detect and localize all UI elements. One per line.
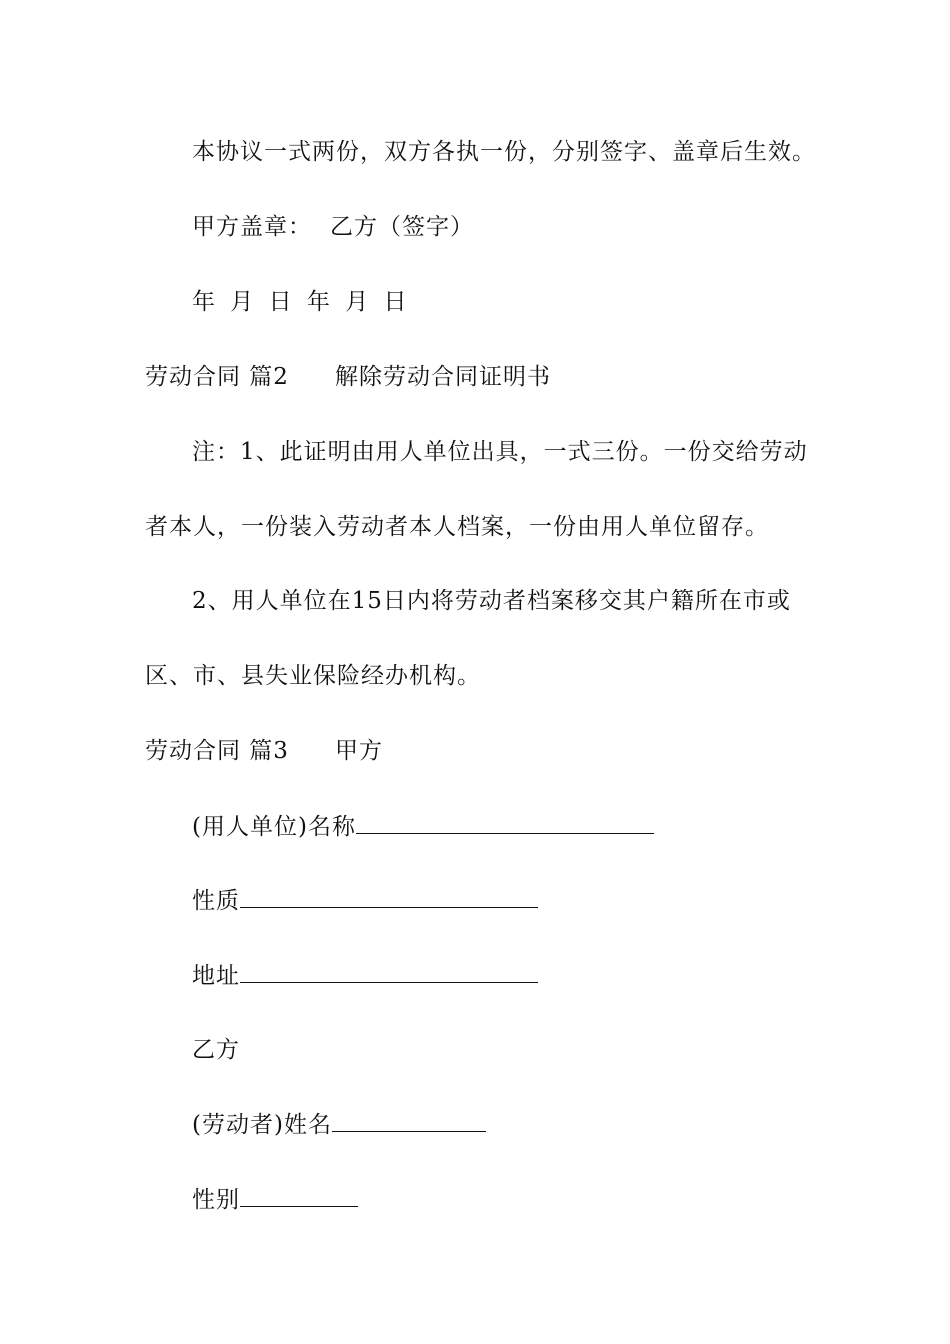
section-heading-3 <box>145 736 383 766</box>
address-blank[interactable] <box>240 960 538 983</box>
note-1-line-1: 注：1、此证明由用人单位出具，一式三份。一份交给劳动 <box>192 439 808 465</box>
section-subtitle-2: 解除劳动合同证明书 <box>334 364 551 390</box>
note-2-line-1: 2、用人单位在15日内将劳动者档案移交其户籍所在市或 <box>192 588 791 614</box>
note-1-line-2: 者本人，一份装入劳动者本人档案，一份由用人单位留存。 <box>145 514 769 540</box>
gender-blank[interactable] <box>240 1184 358 1207</box>
worker-name-blank[interactable] <box>332 1109 486 1132</box>
nature-label: 性质 <box>192 888 240 914</box>
section-title-2: 劳动合同 篇2 <box>145 364 289 390</box>
worker-name-field <box>192 1109 486 1140</box>
worker-name-label: (劳动者)姓名 <box>192 1112 332 1138</box>
gender-label: 性别 <box>192 1187 240 1213</box>
party-b-sign-label: 乙方（签字） <box>330 214 474 240</box>
employer-name-field <box>192 811 654 842</box>
address-field <box>192 960 538 991</box>
note-2-line-2: 区、市、县失业保险经办机构。 <box>145 663 481 689</box>
party-a-seal-label: 甲方盖章： <box>192 214 312 240</box>
party-b-heading: 乙方 <box>192 1037 240 1063</box>
signature-line <box>192 212 474 242</box>
date-line: 年 月 日 年 月 日 <box>192 289 408 315</box>
section-title-3: 劳动合同 篇3 <box>145 738 289 764</box>
gender-field <box>192 1184 358 1215</box>
agreement-copies-clause: 本协议一式两份，双方各执一份，分别签字、盖章后生效。 <box>192 139 816 165</box>
employer-name-label: (用人单位)名称 <box>192 814 356 840</box>
employer-name-blank[interactable] <box>356 811 654 834</box>
address-label: 地址 <box>192 963 240 989</box>
party-a-heading: 甲方 <box>334 738 383 764</box>
nature-field <box>192 885 538 916</box>
nature-blank[interactable] <box>240 885 538 908</box>
section-heading-2 <box>145 362 551 392</box>
